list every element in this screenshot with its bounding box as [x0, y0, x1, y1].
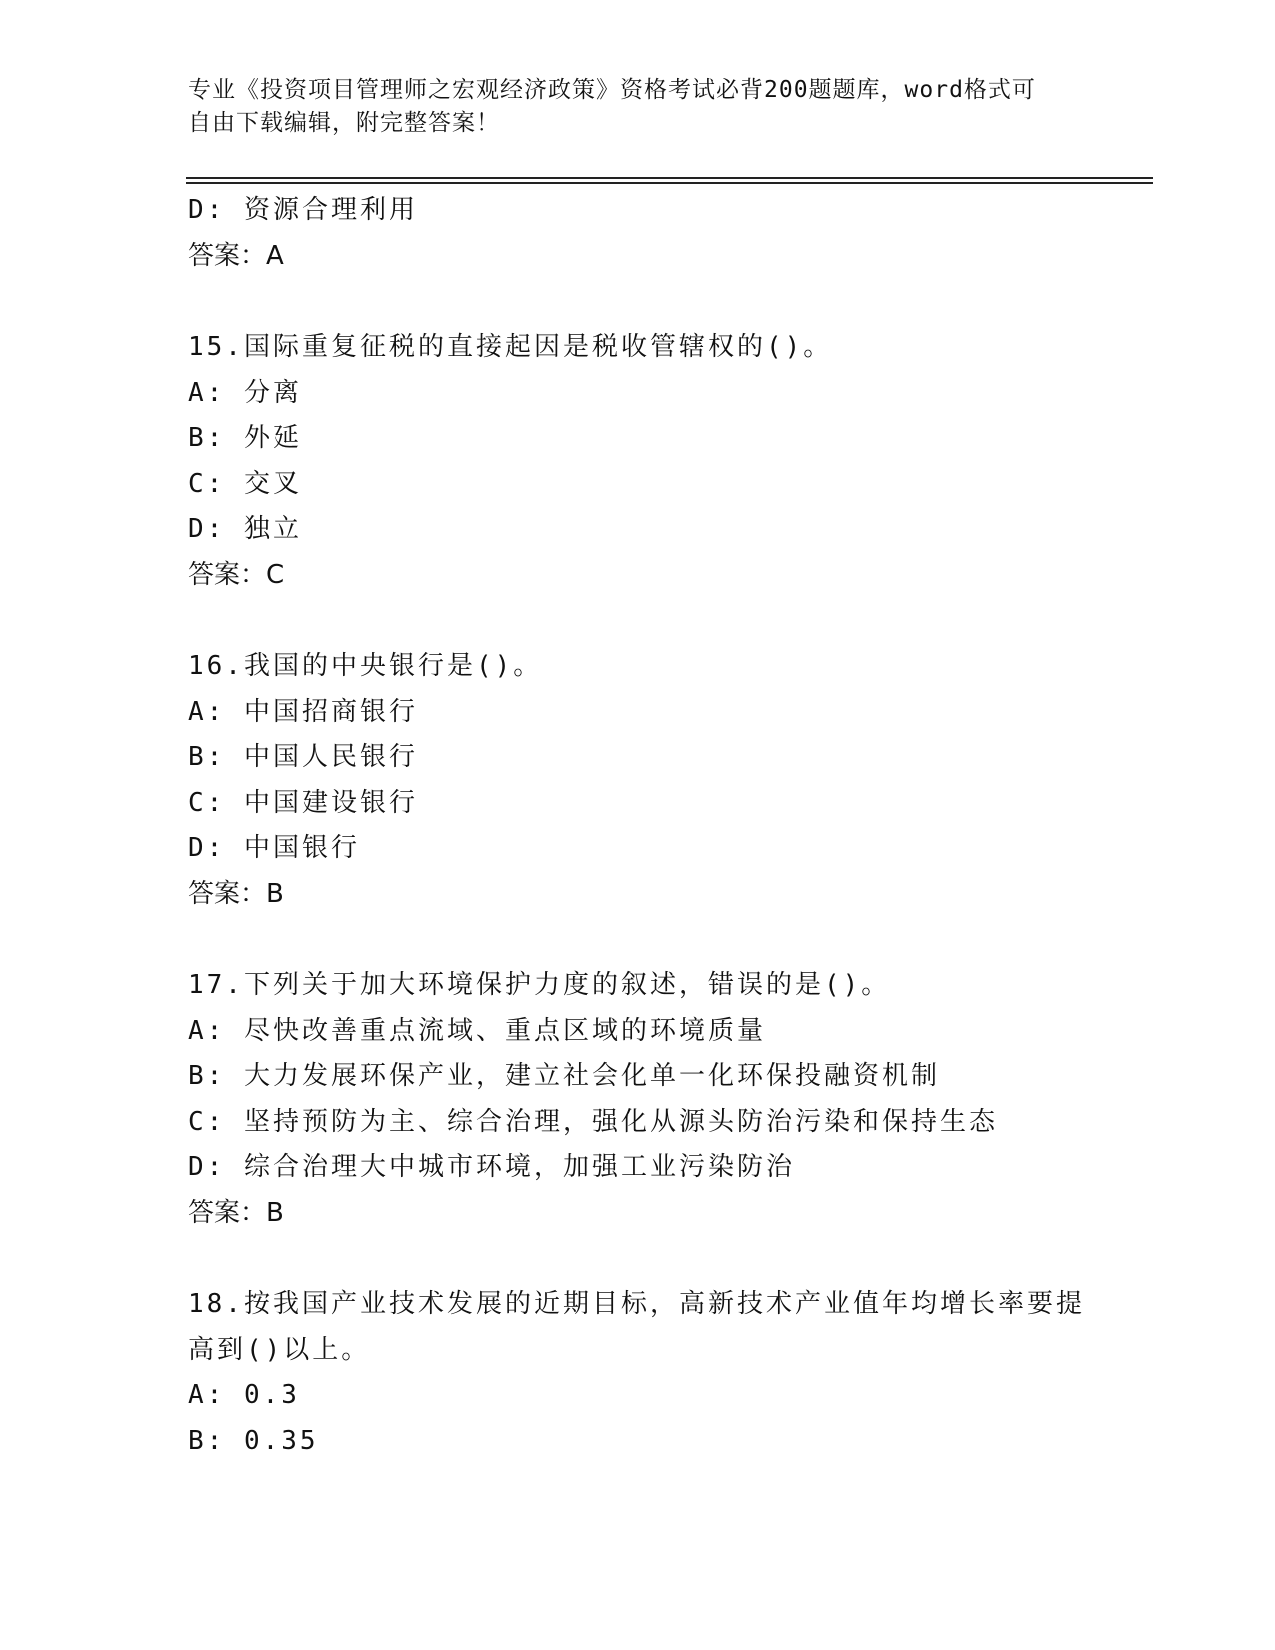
- question-18: [188, 1282, 1088, 1464]
- question-stem-line-2: 高到()以上。: [188, 1334, 371, 1365]
- header-title-line-2: 自由下载编辑，附完整答案！: [188, 110, 500, 136]
- spacer: [188, 917, 1088, 963]
- question-17: [188, 963, 1088, 1236]
- spacer: [188, 598, 1088, 644]
- question-stem: 17.下列关于加大环境保护力度的叙述，错误的是()。: [188, 970, 891, 1000]
- answer-line: 答案：B: [188, 878, 284, 909]
- question-15: [188, 325, 1088, 598]
- question-16: [188, 644, 1088, 917]
- spacer: [188, 279, 1088, 325]
- option-c: C: 交叉: [188, 468, 302, 499]
- question-stem: 16.我国的中央银行是()。: [188, 651, 543, 681]
- question-14-tail: [188, 188, 1088, 279]
- option-c: C: 坚持预防为主、综合治理，强化从源头防治污染和保持生态: [188, 1106, 998, 1137]
- answer-line: 答案：C: [188, 559, 285, 590]
- option-b: B: 大力发展环保产业，建立社会化单一化环保投融资机制: [188, 1061, 940, 1091]
- option-a: A: 尽快改善重点流域、重点区域的环境质量: [188, 1015, 766, 1046]
- option-d: D: 中国银行: [188, 833, 360, 863]
- question-stem: 15.国际重复征税的直接起因是税收管辖权的()。: [188, 332, 833, 362]
- option-b: B: 外延: [188, 423, 302, 453]
- header-divider-bottom: [186, 182, 1153, 184]
- header-title-line-1: 专业《投资项目管理师之宏观经济政策》资格考试必背200题题库，word格式可: [188, 77, 1036, 103]
- question-list: [188, 188, 1088, 1464]
- header-divider-top: [186, 177, 1153, 179]
- question-stem-line-1: 18.按我国产业技术发展的近期目标，高新技术产业值年均增长率要提: [188, 1289, 1085, 1319]
- option-a: A: 0.3: [188, 1380, 300, 1410]
- option-b: B: 0.35: [188, 1425, 319, 1456]
- option-b: B: 中国人民银行: [188, 742, 418, 772]
- answer-line: 答案：A: [188, 240, 284, 271]
- option-d: D: 资源合理利用: [188, 195, 418, 225]
- document-header: [188, 74, 1068, 140]
- option-d: D: 独立: [188, 514, 302, 544]
- option-a: A: 中国招商银行: [188, 696, 418, 727]
- spacer: [188, 1236, 1088, 1282]
- option-a: A: 分离: [188, 377, 302, 408]
- option-d: D: 综合治理大中城市环境，加强工业污染防治: [188, 1152, 795, 1182]
- option-c: C: 中国建设银行: [188, 787, 418, 818]
- answer-line: 答案：B: [188, 1197, 284, 1228]
